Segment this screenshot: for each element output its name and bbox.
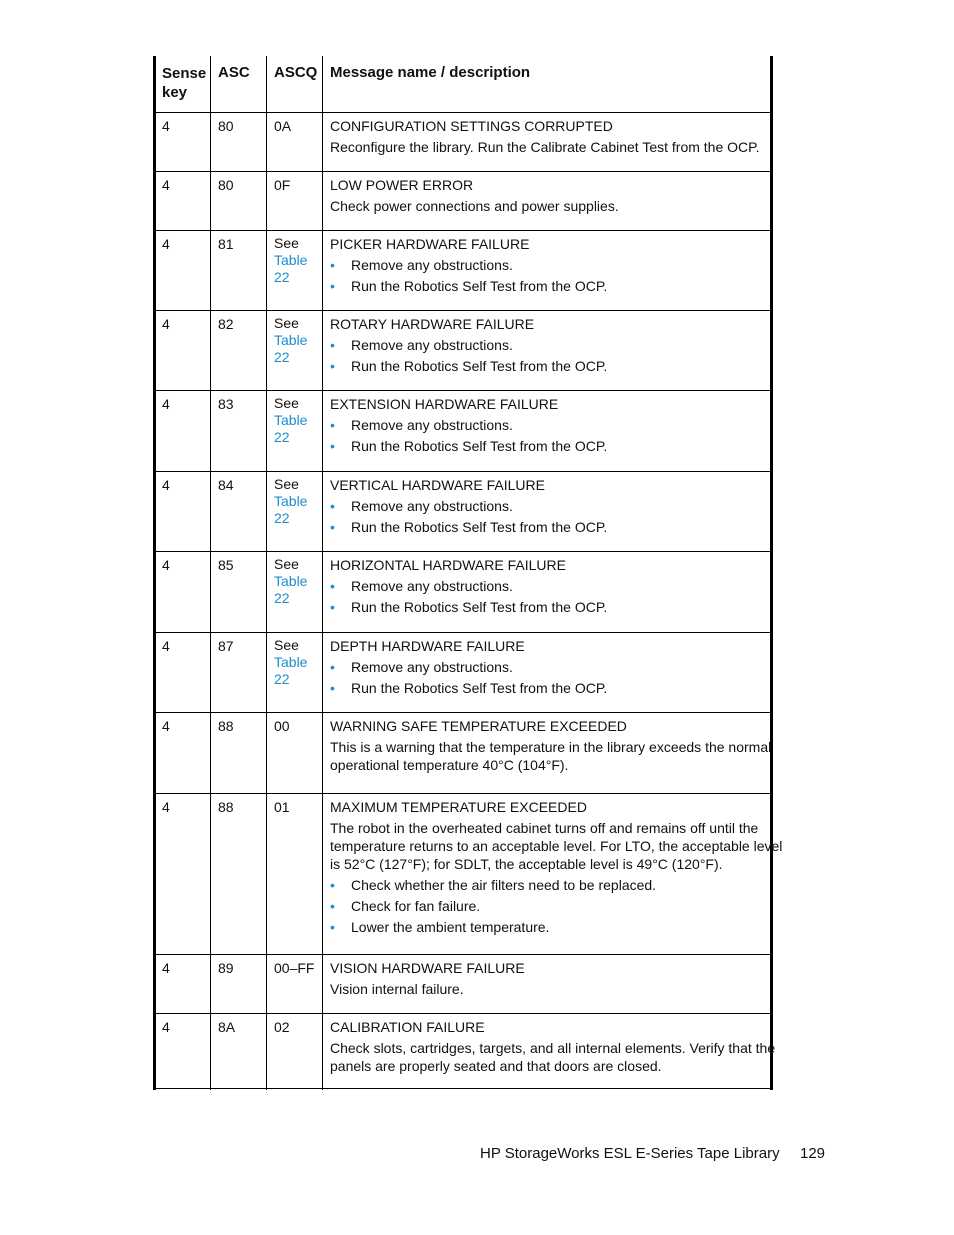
bullet-item [330, 357, 607, 375]
cell-asc: 80 [218, 177, 234, 193]
message-description: is 52°C (127°F); for SDLT, the acceptable level is 49°C (120°F). [330, 856, 723, 872]
table-left-rule [153, 56, 156, 1090]
cell-sense-key: 4 [162, 236, 170, 252]
bullet-text: Run the Robotics Self Test from the OCP. [351, 519, 608, 535]
bullet-text: Run the Robotics Self Test from the OCP. [351, 358, 608, 374]
bullet-item [330, 277, 607, 295]
cell-sense-key: 4 [162, 477, 170, 493]
cell-asc: 83 [218, 396, 234, 412]
cell-asc: 87 [218, 638, 234, 654]
bullet-icon: • [330, 599, 335, 615]
header-asc: ASC [218, 64, 250, 81]
bullet-icon: • [330, 358, 335, 374]
bullet-icon: • [330, 919, 335, 935]
cell-asc: 8A [218, 1019, 236, 1035]
message-description: temperature returns to an acceptable level. For LTO, the acceptable level [330, 838, 783, 854]
cell-message [330, 959, 525, 998]
row-rule [153, 1013, 773, 1014]
bullet-text: Remove any obstructions. [351, 257, 513, 273]
row-rule [153, 112, 773, 113]
bullet-item [330, 918, 782, 936]
see-label: See [274, 476, 299, 492]
bullet-item [330, 336, 607, 354]
footer-document-title: HP StorageWorks ESL E-Series Tape Library [480, 1145, 780, 1162]
bullet-icon: • [330, 257, 335, 273]
bullet-icon: • [330, 578, 335, 594]
bullet-item [330, 256, 607, 274]
bullet-icon: • [330, 498, 335, 514]
column-rule [266, 56, 267, 1090]
bullet-text: Remove any obstructions. [351, 498, 513, 514]
cell-ascq: 01 [274, 799, 290, 815]
cell-message [330, 717, 771, 774]
column-rule [210, 56, 211, 1090]
cell-ascq [274, 556, 307, 607]
cell-sense-key: 4 [162, 316, 170, 332]
cell-ascq: 0A [274, 118, 292, 134]
bullet-text: Run the Robotics Self Test from the OCP. [351, 438, 608, 454]
message-title: PICKER HARDWARE FAILURE [330, 236, 530, 252]
cell-ascq [274, 637, 307, 688]
cell-sense-key: 4 [162, 960, 170, 976]
header-message: Message name / description [330, 64, 531, 81]
message-description: Vision internal failure. [330, 981, 464, 997]
cell-ascq: 02 [274, 1019, 290, 1035]
bullet-item [330, 577, 607, 595]
message-title: ROTARY HARDWARE FAILURE [330, 316, 535, 332]
message-description: This is a warning that the temperature in the library exceeds the normal [330, 739, 772, 755]
message-title: VISION HARDWARE FAILURE [330, 960, 525, 976]
cell-message [330, 117, 760, 156]
message-title: WARNING SAFE TEMPERATURE EXCEEDED [330, 718, 627, 734]
message-description: The robot in the overheated cabinet turns off and remains off until the [330, 820, 759, 836]
message-description: Check power connections and power supplies. [330, 198, 619, 214]
table-reference-link[interactable]: Table [274, 573, 308, 589]
row-rule [153, 712, 773, 713]
bullet-item [330, 679, 607, 697]
cell-ascq [274, 315, 307, 366]
bullet-item [330, 598, 607, 616]
cell-sense-key: 4 [162, 118, 170, 134]
table-reference-link[interactable]: 22 [274, 429, 290, 445]
message-title: VERTICAL HARDWARE FAILURE [330, 477, 545, 493]
cell-message [330, 176, 619, 215]
cell-sense-key: 4 [162, 557, 170, 573]
bullet-text: Run the Robotics Self Test from the OCP. [351, 680, 608, 696]
header-sense-key: Sense key [162, 65, 207, 101]
see-label: See [274, 637, 299, 653]
message-title: CONFIGURATION SETTINGS CORRUPTED [330, 118, 613, 134]
row-rule [153, 310, 773, 311]
sense-code-table [153, 56, 783, 1090]
cell-message [330, 395, 607, 455]
bullet-text: Run the Robotics Self Test from the OCP. [351, 278, 608, 294]
cell-ascq: 0F [274, 177, 291, 193]
bullet-item [330, 518, 607, 536]
row-rule [153, 632, 773, 633]
table-reference-link[interactable]: Table [274, 332, 308, 348]
cell-message [330, 637, 607, 697]
cell-message [330, 1018, 775, 1075]
bullet-item [330, 437, 607, 455]
bullet-icon: • [330, 877, 335, 893]
message-title: HORIZONTAL HARDWARE FAILURE [330, 557, 566, 573]
bullet-text: Remove any obstructions. [351, 659, 513, 675]
row-rule [153, 551, 773, 552]
footer-page-number: 129 [800, 1145, 826, 1162]
cell-message [330, 556, 607, 616]
cell-ascq [274, 395, 307, 446]
bullet-icon: • [330, 519, 335, 535]
cell-asc: 82 [218, 316, 234, 332]
message-description: panels are properly seated and that doors are closed. [330, 1058, 662, 1074]
cell-ascq [274, 476, 307, 527]
bullet-item [330, 497, 607, 515]
cell-ascq: 00–FF [274, 960, 315, 976]
column-rule [322, 56, 323, 1090]
table-reference-link[interactable]: 22 [274, 269, 290, 285]
cell-asc: 81 [218, 236, 234, 252]
see-label: See [274, 556, 299, 572]
cell-ascq: 00 [274, 718, 290, 734]
bullet-icon: • [330, 659, 335, 675]
bullet-item [330, 416, 607, 434]
message-title: LOW POWER ERROR [330, 177, 474, 193]
table-reference-link[interactable]: 22 [274, 349, 290, 365]
table-reference-link[interactable]: Table [274, 252, 308, 268]
cell-asc: 88 [218, 718, 234, 734]
table-reference-link[interactable]: 22 [274, 590, 290, 606]
cell-sense-key: 4 [162, 799, 170, 815]
bullet-text: Remove any obstructions. [351, 417, 513, 433]
cell-message [330, 798, 782, 936]
cell-asc: 84 [218, 477, 234, 493]
row-rule [153, 471, 773, 472]
cell-message [330, 476, 607, 536]
table-reference-link[interactable]: 22 [274, 510, 290, 526]
cell-message [330, 315, 607, 375]
bullet-text: Remove any obstructions. [351, 337, 513, 353]
cell-sense-key: 4 [162, 177, 170, 193]
cell-asc: 85 [218, 557, 234, 573]
bullet-icon: • [330, 417, 335, 433]
table-reference-link[interactable]: 22 [274, 671, 290, 687]
cell-asc: 89 [218, 960, 234, 976]
table-reference-link[interactable]: Table [274, 654, 308, 670]
see-label: See [274, 235, 299, 251]
bullet-icon: • [330, 438, 335, 454]
bullet-icon: • [330, 898, 335, 914]
message-description: Reconfigure the library. Run the Calibrate Cabinet Test from the OCP. [330, 139, 760, 155]
bullet-text: Remove any obstructions. [351, 578, 513, 594]
cell-sense-key: 4 [162, 396, 170, 412]
bullet-text: Check for fan failure. [351, 898, 481, 914]
bullet-icon: • [330, 337, 335, 353]
cell-sense-key: 4 [162, 1019, 170, 1035]
cell-asc: 80 [218, 118, 234, 134]
see-label: See [274, 315, 299, 331]
cell-sense-key: 4 [162, 638, 170, 654]
bullet-item [330, 876, 782, 894]
cell-asc: 88 [218, 799, 234, 815]
table-reference-link[interactable]: Table [274, 493, 308, 509]
row-rule [153, 390, 773, 391]
message-description: operational temperature 40°C (104°F). [330, 757, 569, 773]
bullet-text: Run the Robotics Self Test from the OCP. [351, 599, 608, 615]
row-rule [153, 793, 773, 794]
message-title: EXTENSION HARDWARE FAILURE [330, 396, 559, 412]
bullet-icon: • [330, 680, 335, 696]
header-ascq: ASCQ [274, 64, 318, 81]
table-reference-link[interactable]: Table [274, 412, 308, 428]
message-title: CALIBRATION FAILURE [330, 1019, 485, 1035]
cell-sense-key: 4 [162, 718, 170, 734]
bullet-icon: • [330, 278, 335, 294]
message-title: DEPTH HARDWARE FAILURE [330, 638, 525, 654]
cell-ascq [274, 235, 307, 286]
row-rule [153, 1088, 773, 1089]
bullet-item [330, 897, 782, 915]
row-rule [153, 171, 773, 172]
cell-message [330, 235, 607, 295]
bullet-item [330, 658, 607, 676]
message-description: Check slots, cartridges, targets, and all internal elements. Verify that the [330, 1040, 776, 1056]
row-rule [153, 954, 773, 955]
bullet-text: Lower the ambient temperature. [351, 919, 550, 935]
message-title: MAXIMUM TEMPERATURE EXCEEDED [330, 799, 587, 815]
bullet-text: Check whether the air filters need to be replaced. [351, 877, 657, 893]
row-rule [153, 230, 773, 231]
see-label: See [274, 395, 299, 411]
